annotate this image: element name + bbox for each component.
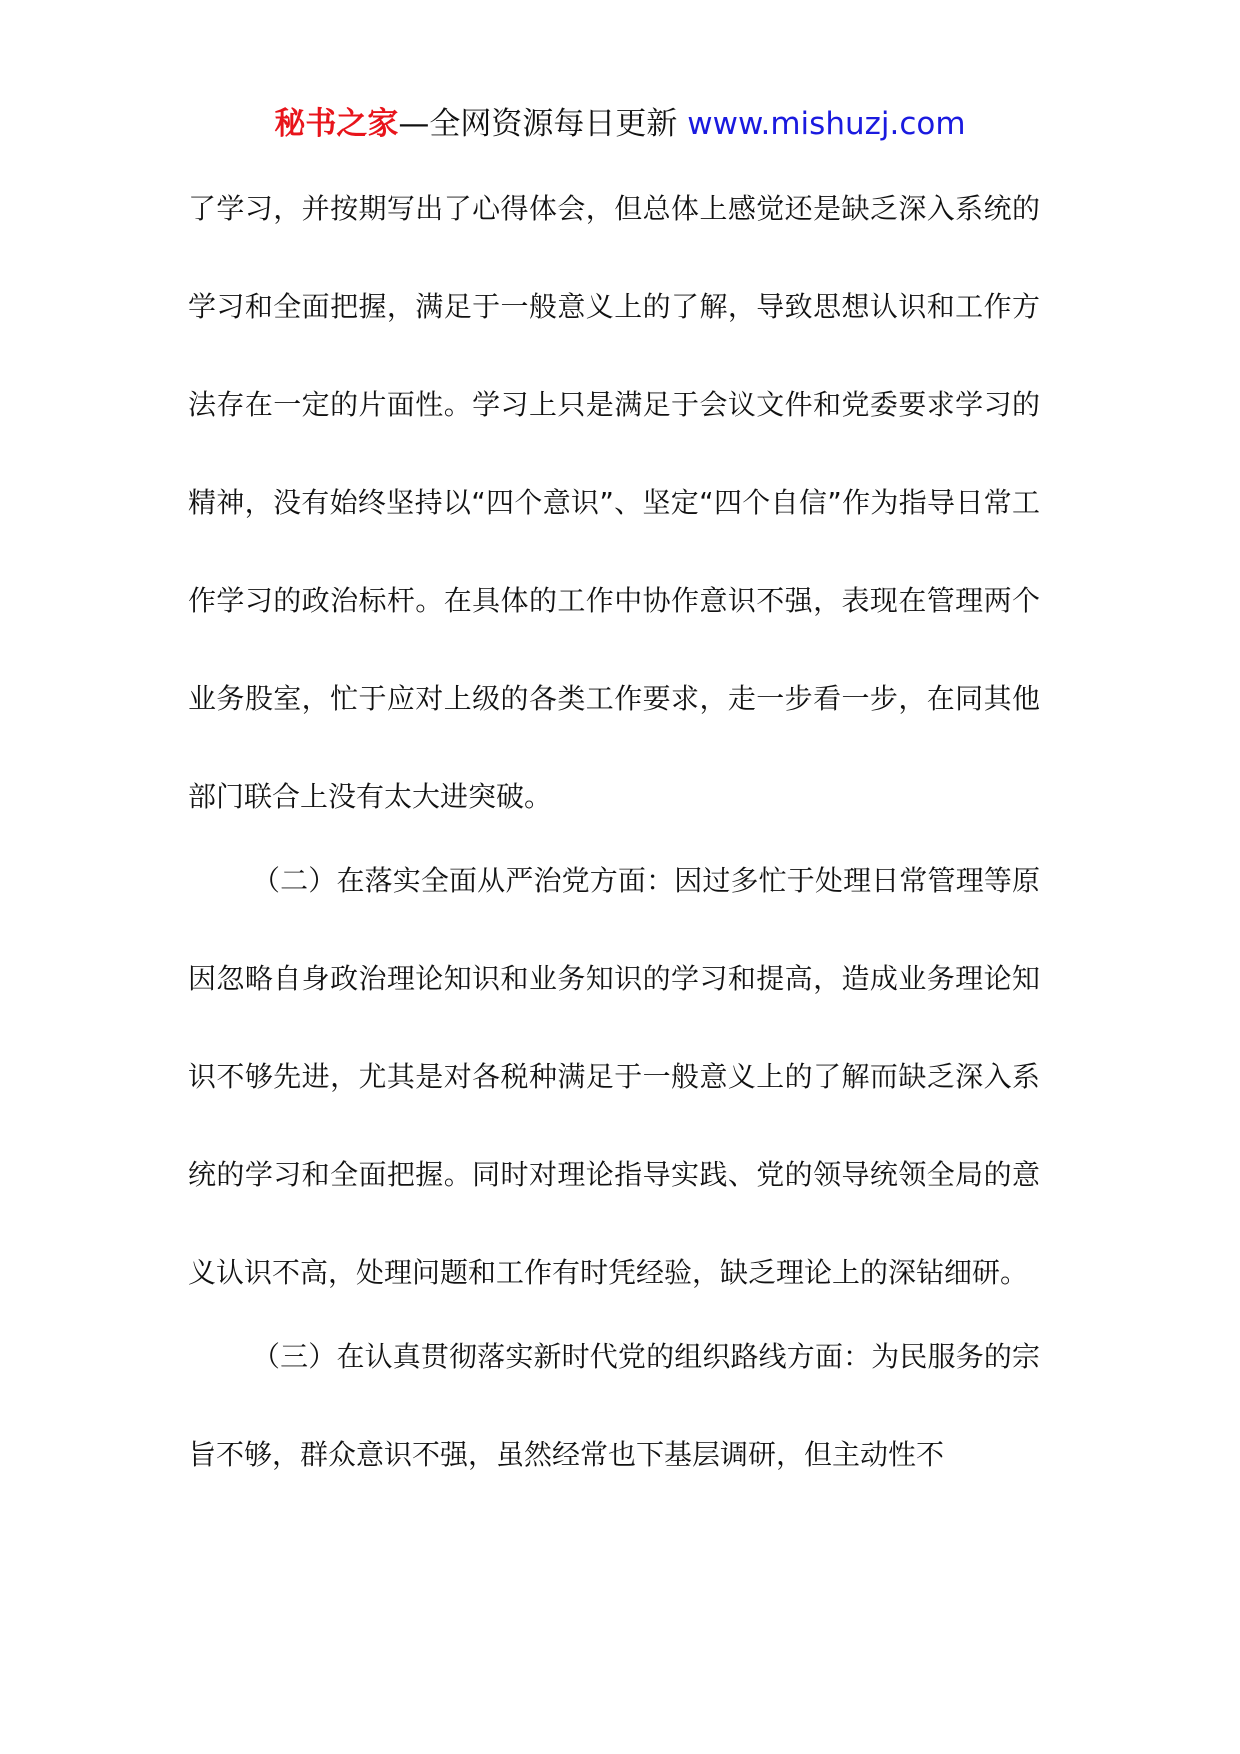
document-body — [188, 168, 1040, 1504]
header-slogan: —全网资源每日更新 — [398, 106, 688, 142]
paragraph-continuation: 了学习，并按期写出了心得体会，但总体上感觉还是缺乏深入系统的学习和全面把握，满足于一般意义上的了解，导致思想认识和工作方法存在一定的片面性。学习上只是满足于会议文件和党委要求学习的精神，没有始终坚持以“四个意识”、坚定“四个自信”作为指导日常工作学习的政治标杆。在具体的工作中协作意识不强，表现在管理两个业务股室，忙于应对上级的各类工作要求，走一步看一步，在同其他部门联合上没有太大进突破。 — [188, 192, 1040, 813]
paragraph-section-three: （三）在认真贯彻落实新时代党的组织路线方面：为民服务的宗旨不够，群众意识不强，虽然经常也下基层调研，但主动性不 — [188, 1340, 1040, 1471]
site-url-link[interactable]: www.mishuzj.com — [687, 106, 966, 142]
brand-name: 秘书之家 — [274, 106, 399, 142]
paragraph-section-two: （二）在落实全面从严治党方面：因过多忙于处理日常管理等原因忽略自身政治理论知识和业务知识的学习和提高，造成业务理论知识不够先进，尤其是对各税种满足于一般意义上的了解而缺乏深入系统的学习和全面把握。同时对理论指导实践、党的领导统领全局的意义认识不高，处理问题和工作有时凭经验，缺乏理论上的深钻细研。 — [188, 864, 1040, 1289]
page-header — [0, 102, 1240, 146]
